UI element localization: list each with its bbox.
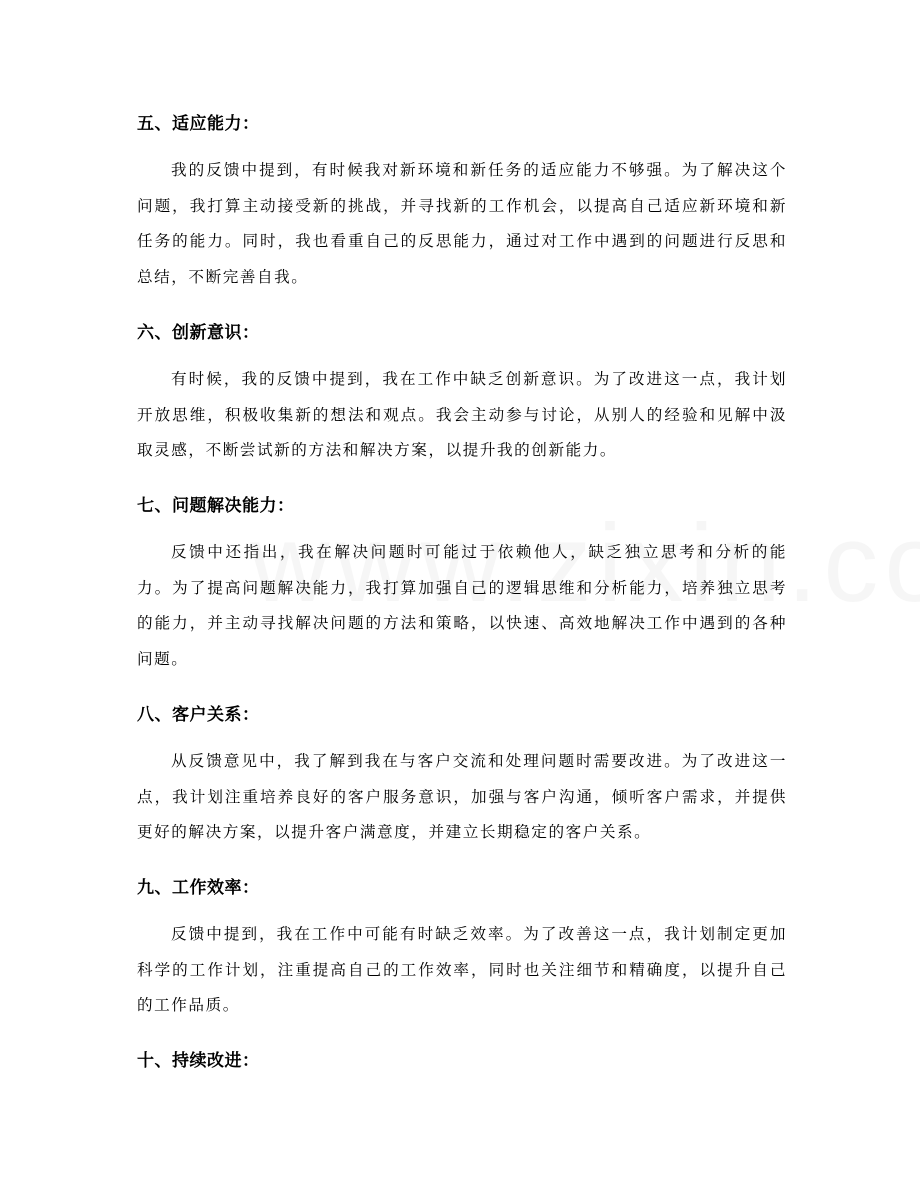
section-10-heading: 十、持续改进： bbox=[137, 1051, 260, 1071]
section-7-heading: 七、问题解决能力： bbox=[137, 496, 295, 516]
section-8-heading: 八、客户关系： bbox=[137, 705, 260, 725]
section-5-heading: 五、适应能力： bbox=[137, 114, 260, 134]
section-6-heading: 六、创新意识： bbox=[137, 323, 260, 343]
section-6-body: 有时候，我的反馈中提到，我在工作中缺乏创新意识。为了改进这一点，我计划开放思维，积极收集新的想法和观点。我会主动参与讨论，从别人的经验和见解中汲取灵感，不断尝试新的方法和解决方案，以提升我的创新能力。 bbox=[137, 370, 787, 459]
section-8-body: 从反馈意见中，我了解到我在与客户交流和处理问题时需要改进。为了改进这一点，我计划注重培养良好的客户服务意识，加强与客户沟通，倾听客户需求，并提供更好的解决方案，以提升客户满意度，并建立长期稳定的客户关系。 bbox=[137, 752, 787, 841]
section-9-heading: 九、工作效率： bbox=[137, 878, 260, 898]
section-9-body: 反馈中提到，我在工作中可能有时缺乏效率。为了改善这一点，我计划制定更加科学的工作计划，注重提高自己的工作效率，同时也关注细节和精确度，以提升自己的工作品质。 bbox=[137, 925, 787, 1014]
section-5-body: 我的反馈中提到，有时候我对新环境和新任务的适应能力不够强。为了解决这个问题，我打算主动接受新的挑战，并寻找新的工作机会，以提高自己适应新环境和新任务的能力。同时，我也看重自己的反思能力，通过对工作中遇到的问题进行反思和总结，不断完善自我。 bbox=[137, 161, 787, 286]
section-7-body: 反馈中还指出，我在解决问题时可能过于依赖他人，缺乏独立思考和分析的能力。为了提高问题解决能力，我打算加强自己的逻辑思维和分析能力，培养独立思考的能力，并主动寻找解决问题的方法和策略，以快速、高效地解决工作中遇到的各种问题。 bbox=[137, 543, 787, 668]
